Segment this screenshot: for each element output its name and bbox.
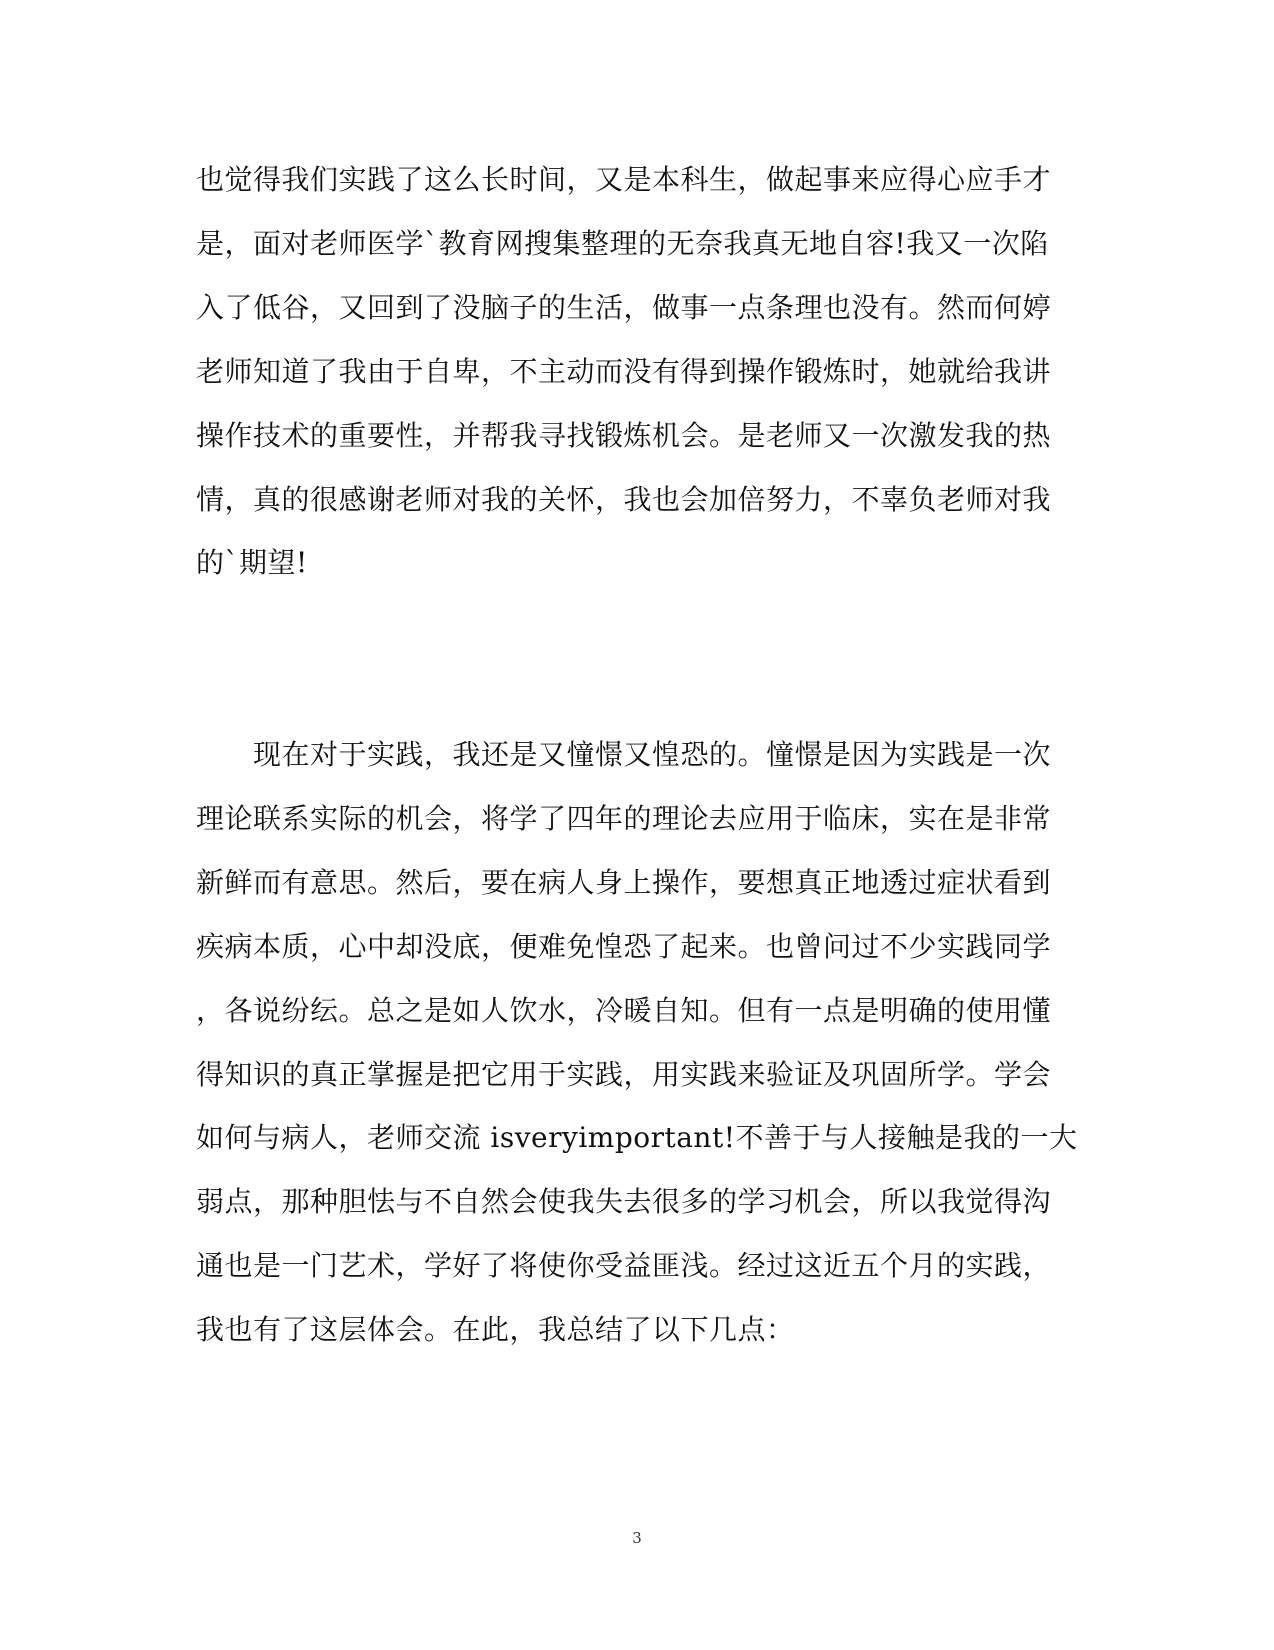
paragraph-1-line-3: 入了低谷，又回到了没脑子的生活，做事一点条理也没有。然而何婷 xyxy=(196,291,1052,324)
page-number: 3 xyxy=(632,1529,642,1547)
paragraph-1-line-6: 情，真的很感谢老师对我的关怀，我也会加倍努力，不辜负老师对我 xyxy=(196,483,1052,516)
paragraph-1-line-4: 老师知道了我由于自卑，不主动而没有得到操作锻炼时，她就给我讲 xyxy=(196,355,1052,388)
paragraph-1-line-5: 操作技术的重要性，并帮我寻找锻炼机会。是老师又一次激发我的热 xyxy=(196,419,1052,452)
paragraph-1-line-1: 也觉得我们实践了这么长时间，又是本科生，做起事来应得心应手才 xyxy=(196,163,1052,196)
paragraph-1-line-7: 的`期望! xyxy=(196,546,308,579)
paragraph-2-line-4: 疾病本质，心中却没底，便难免惶恐了起来。也曾问过不少实践同学 xyxy=(196,930,1052,963)
paragraph-2-line-3: 新鲜而有意思。然后，要在病人身上操作，要想真正地透过症状看到 xyxy=(196,866,1052,899)
paragraph-2-line-2: 理论联系实际的机会，将学了四年的理论去应用于临床，实在是非常 xyxy=(196,802,1052,835)
paragraph-2-line-1: 现在对于实践，我还是又憧憬又惶恐的。憧憬是因为实践是一次 xyxy=(196,738,1052,771)
paragraph-2-line-6: 得知识的真正掌握是把它用于实践，用实践来验证及巩固所学。学会 xyxy=(196,1058,1052,1091)
paragraph-2-line-10: 我也有了这层体会。在此，我总结了以下几点： xyxy=(196,1313,795,1346)
paragraph-2-line-9: 通也是一门艺术，学好了将使你受益匪浅。经过这近五个月的实践， xyxy=(196,1249,1052,1282)
paragraph-2-line-7: 如何与病人，老师交流 isveryimportant!不善于与人接触是我的一大 xyxy=(196,1121,1078,1154)
paragraph-2-line-8: 弱点，那种胆怯与不自然会使我失去很多的学习机会，所以我觉得沟 xyxy=(196,1185,1052,1218)
paragraph-2-line-5: ，各说纷纭。总之是如人饮水，冷暖自知。但有一点是明确的使用懂 xyxy=(196,994,1052,1027)
paragraph-1-line-2: 是，面对老师医学`教育网搜集整理的无奈我真无地自容!我又一次陷 xyxy=(196,227,1049,260)
